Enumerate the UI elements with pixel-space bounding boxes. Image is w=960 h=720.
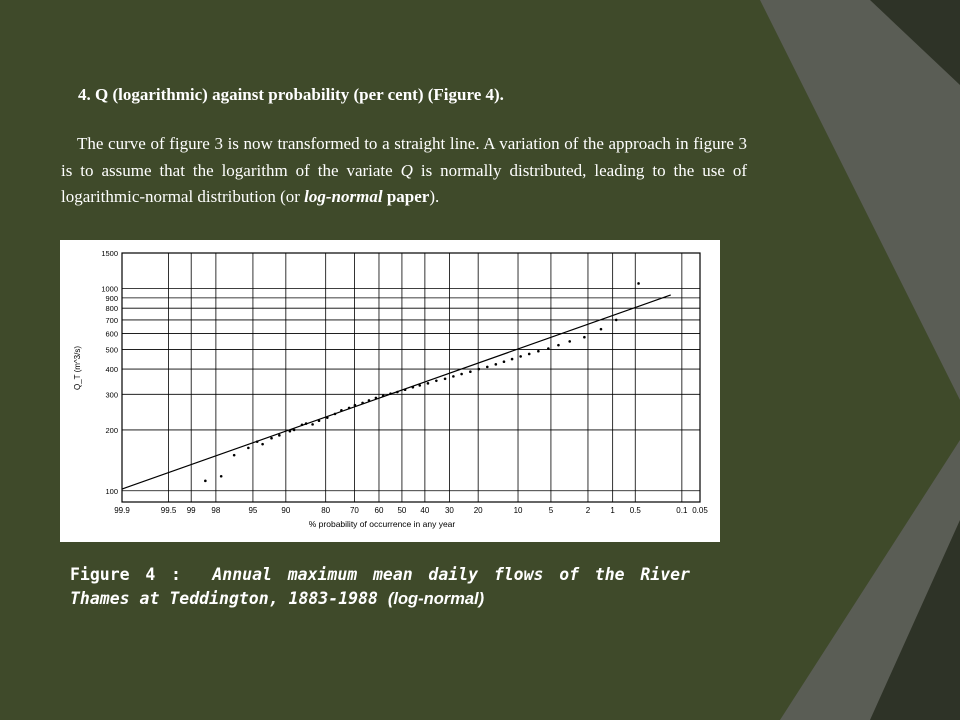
paragraph-text-2: is normally distributed, leading to the use of logarithmic-normal distribution (or: [61, 160, 748, 206]
data-point: [427, 382, 430, 385]
x-tick-label: 0.1: [676, 506, 688, 515]
data-point: [547, 347, 550, 350]
data-point: [600, 328, 603, 331]
figure-caption: [70, 563, 690, 611]
data-point: [418, 384, 421, 387]
y-tick-label: 900: [105, 293, 118, 303]
data-point: [293, 429, 296, 432]
x-tick-label: 90: [281, 506, 291, 515]
data-point: [348, 407, 351, 410]
lognormal-term: log-normal: [304, 187, 383, 206]
x-tick-label: 99.9: [114, 506, 130, 515]
figure-panel: [60, 240, 720, 542]
y-tick-label: 500: [105, 345, 118, 355]
caption-label: Figure 4 :: [70, 565, 181, 584]
x-tick-label: 5: [548, 506, 554, 515]
data-point: [460, 373, 463, 376]
caption-suffix: (log-normal): [387, 590, 485, 608]
data-point: [256, 440, 259, 443]
y-tick-label: 1000: [101, 284, 118, 294]
paragraph-text-1: The curve of figure 3 is now transformed to a straight line. A variation of the approach in figure 3 is to assume that the logarithm of the variate: [61, 134, 747, 180]
x-tick-label: 95: [248, 506, 258, 515]
horizontal-grid: [122, 253, 700, 491]
data-point: [361, 402, 364, 405]
data-point: [537, 350, 540, 353]
x-tick-label: 99.5: [160, 506, 177, 515]
data-point: [412, 386, 415, 389]
data-point: [318, 419, 321, 422]
x-tick-label: 99: [186, 506, 196, 515]
data-point: [301, 423, 304, 426]
data-point: [220, 475, 223, 478]
data-point: [368, 399, 371, 402]
data-point: [204, 480, 207, 483]
data-point: [528, 353, 531, 356]
y-tick-labels: [101, 249, 118, 496]
data-point: [305, 422, 308, 425]
section-heading: 4. Q (logarithmic) against probability (per cent) (Figure 4).: [78, 85, 504, 104]
x-tick-labels: [114, 506, 708, 515]
y-tick-label: 400: [105, 365, 118, 375]
x-tick-label: 0.05: [692, 506, 708, 515]
x-tick-label: 70: [349, 506, 359, 515]
data-point: [486, 366, 489, 369]
data-point: [503, 360, 506, 363]
body-paragraph: [61, 131, 747, 211]
data-point: [511, 358, 514, 361]
decor-light-panel: [760, 0, 960, 400]
data-point: [247, 447, 250, 450]
data-point: [382, 394, 385, 397]
x-axis-label: % probability of occurrence in any year: [308, 519, 456, 529]
data-point: [270, 437, 273, 440]
probability-chart: [60, 240, 720, 542]
data-point: [354, 404, 357, 407]
y-tick-label: 300: [105, 390, 118, 400]
data-point: [615, 319, 618, 322]
x-tick-label: 10: [513, 506, 523, 515]
data-point: [469, 370, 472, 373]
x-tick-label: 80: [321, 506, 331, 515]
data-point: [396, 391, 399, 394]
y-tick-label: 200: [105, 425, 118, 435]
y-tick-label: 700: [105, 315, 118, 325]
data-point: [557, 344, 560, 347]
y-tick-label: 800: [105, 304, 118, 314]
data-point: [233, 454, 236, 457]
data-point: [568, 340, 571, 343]
data-point: [452, 375, 455, 378]
data-point: [478, 368, 481, 371]
data-point: [289, 430, 292, 433]
data-point: [389, 392, 392, 395]
x-tick-label: 40: [420, 506, 430, 515]
data-point: [519, 355, 522, 358]
x-tick-label: 2: [585, 506, 591, 515]
x-tick-label: 30: [444, 506, 454, 515]
data-point: [444, 377, 447, 380]
x-tick-label: 20: [473, 506, 483, 515]
paragraph-end: ).: [429, 187, 440, 206]
vertical-grid: [122, 253, 700, 502]
data-point: [326, 416, 329, 419]
data-point: [375, 397, 378, 400]
y-tick-label: 1500: [101, 249, 118, 258]
data-point: [278, 434, 281, 437]
data-point: [583, 336, 586, 339]
data-point: [637, 282, 640, 285]
data-point: [311, 423, 314, 426]
data-points: [204, 282, 640, 482]
plot-frame: [122, 253, 700, 502]
data-point: [435, 379, 438, 382]
x-tick-label: 1: [610, 506, 615, 515]
data-point: [261, 443, 264, 446]
x-tick-label: 50: [397, 506, 407, 515]
data-point: [495, 363, 498, 366]
y-axis-label: Q_T (m^3/s): [73, 345, 82, 391]
data-point: [334, 413, 337, 416]
x-tick-label: 98: [211, 506, 221, 515]
x-tick-label: 60: [374, 506, 384, 515]
variate-q: Q: [400, 160, 413, 180]
data-point: [340, 409, 343, 412]
data-point: [404, 388, 407, 391]
y-tick-label: 100: [105, 486, 118, 496]
caption-title: Annual maximum mean daily flows of the River Thames at Teddington, 1883-1988: [70, 565, 690, 608]
x-tick-label: 0.5: [629, 506, 641, 515]
paper-term: paper: [382, 187, 430, 206]
y-tick-label: 600: [105, 329, 118, 339]
